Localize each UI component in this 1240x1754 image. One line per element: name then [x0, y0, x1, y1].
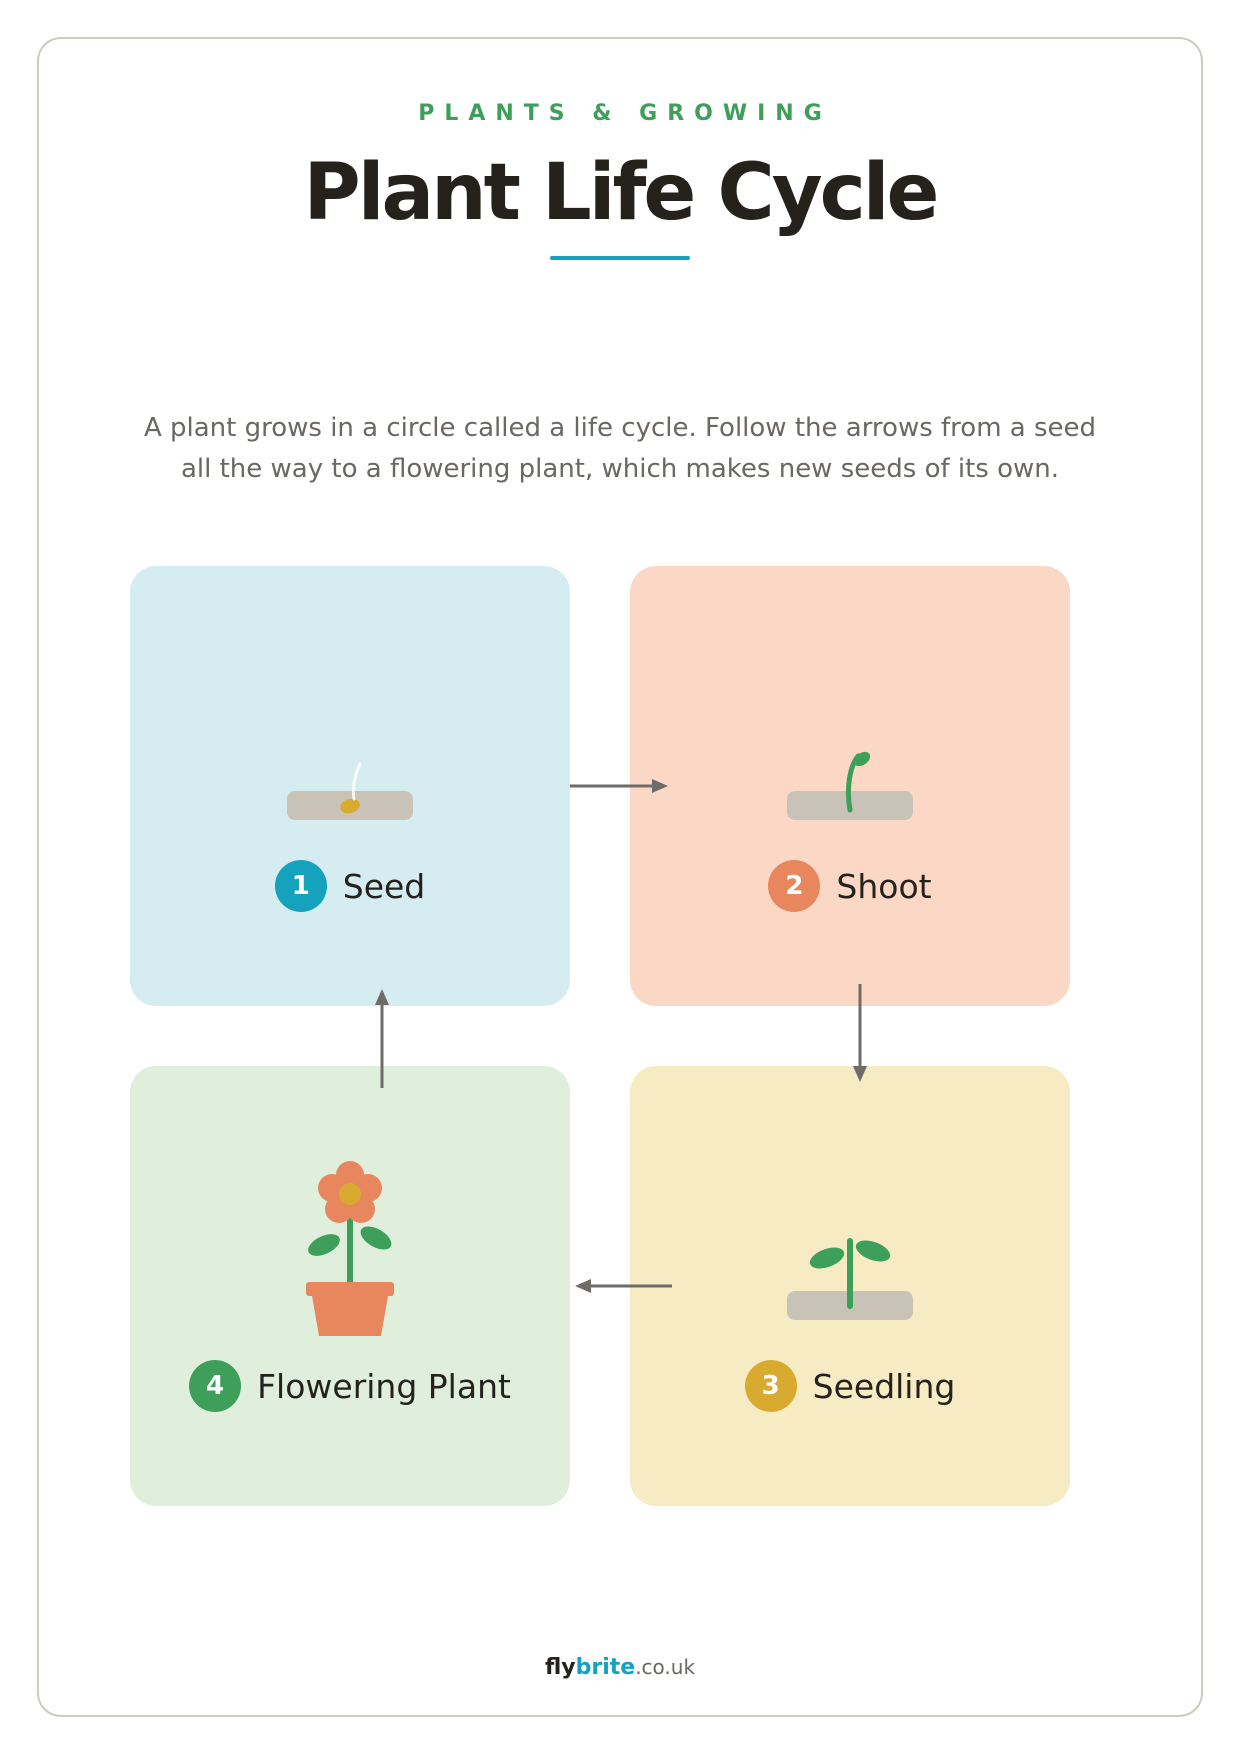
- brand-domain: .co.uk: [635, 1655, 696, 1679]
- stage-label: Shoot: [836, 866, 932, 906]
- stage-label: Flowering Plant: [257, 1366, 511, 1406]
- arrow-flowering-plant-to-seed: [375, 989, 389, 1088]
- intro-text: A plant grows in a circle called a life cycle. Follow the arrows from a seed all the way to a flowering plant, which makes new seeds of its own.: [143, 413, 1097, 484]
- stage-number-badge: 4: [189, 1360, 241, 1412]
- stage-number-badge: 1: [275, 860, 327, 912]
- footer-brand: [0, 1655, 1240, 1680]
- arrow-shoot-to-seedling: [853, 984, 867, 1082]
- page-title: Plant Life Cycle: [303, 148, 937, 238]
- eyebrow-label: PLANTS & GROWING: [418, 101, 832, 126]
- brand-brite: brite: [575, 1655, 636, 1680]
- arrow-seedling-to-flowering-plant: [575, 1279, 672, 1293]
- brand-fly: fly: [544, 1655, 576, 1680]
- stage-number-badge: 2: [768, 860, 820, 912]
- stage-label: Seed: [342, 866, 426, 906]
- arrow-seed-to-shoot: [570, 779, 668, 793]
- stage-label: Seedling: [812, 1366, 956, 1406]
- stage-number-badge: 3: [745, 1360, 797, 1412]
